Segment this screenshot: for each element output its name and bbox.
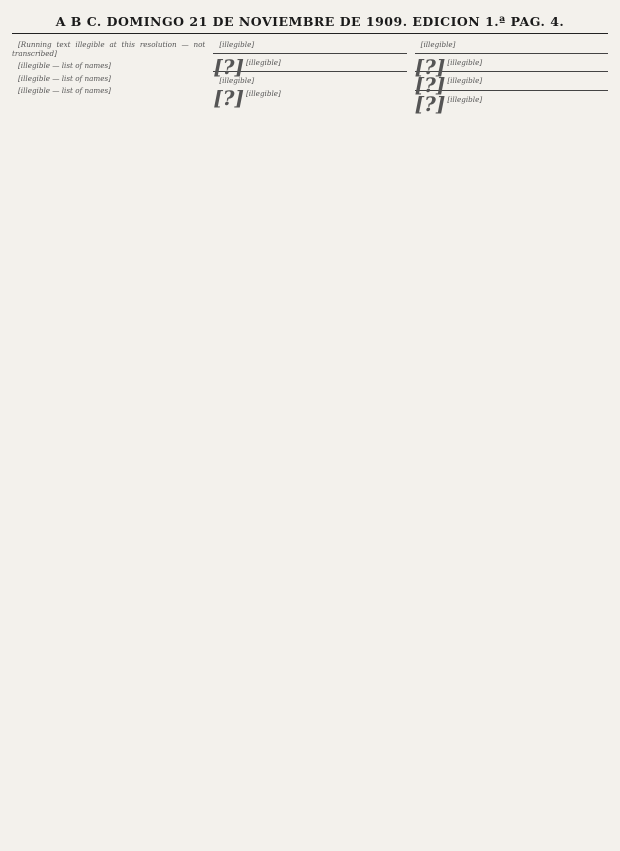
column-3 — [415, 40, 608, 845]
transcription-note: [Running text illegible at this resolution — not transcribed] — [12, 40, 206, 59]
paragraph: [illegible] — [420, 40, 456, 49]
section-divider — [213, 53, 406, 54]
section-lead: [?] [illegible] — [414, 91, 483, 116]
section-divider — [415, 53, 608, 54]
paragraph: [illegible — list of names] — [18, 73, 111, 83]
paragraph: [illegible — list of names] — [18, 61, 111, 71]
section-lead: [?] [illegible] — [213, 55, 281, 80]
section-lead: [?] [illegible] — [414, 55, 483, 80]
paragraph: [illegible] — [219, 40, 255, 49]
column-1 — [12, 40, 205, 845]
text-columns — [12, 40, 608, 845]
paragraph: [illegible] — [219, 76, 255, 86]
section-lead: [?] [illegible] — [414, 73, 483, 98]
column-2 — [213, 40, 406, 845]
paragraph: [illegible — list of names] — [18, 85, 111, 95]
page-masthead: A B C. DOMINGO 21 DE NOVIEMBRE DE 1909. EDICION 1.ª PAG. 4. — [12, 14, 608, 34]
section-lead: [?] [illegible] — [213, 85, 281, 110]
